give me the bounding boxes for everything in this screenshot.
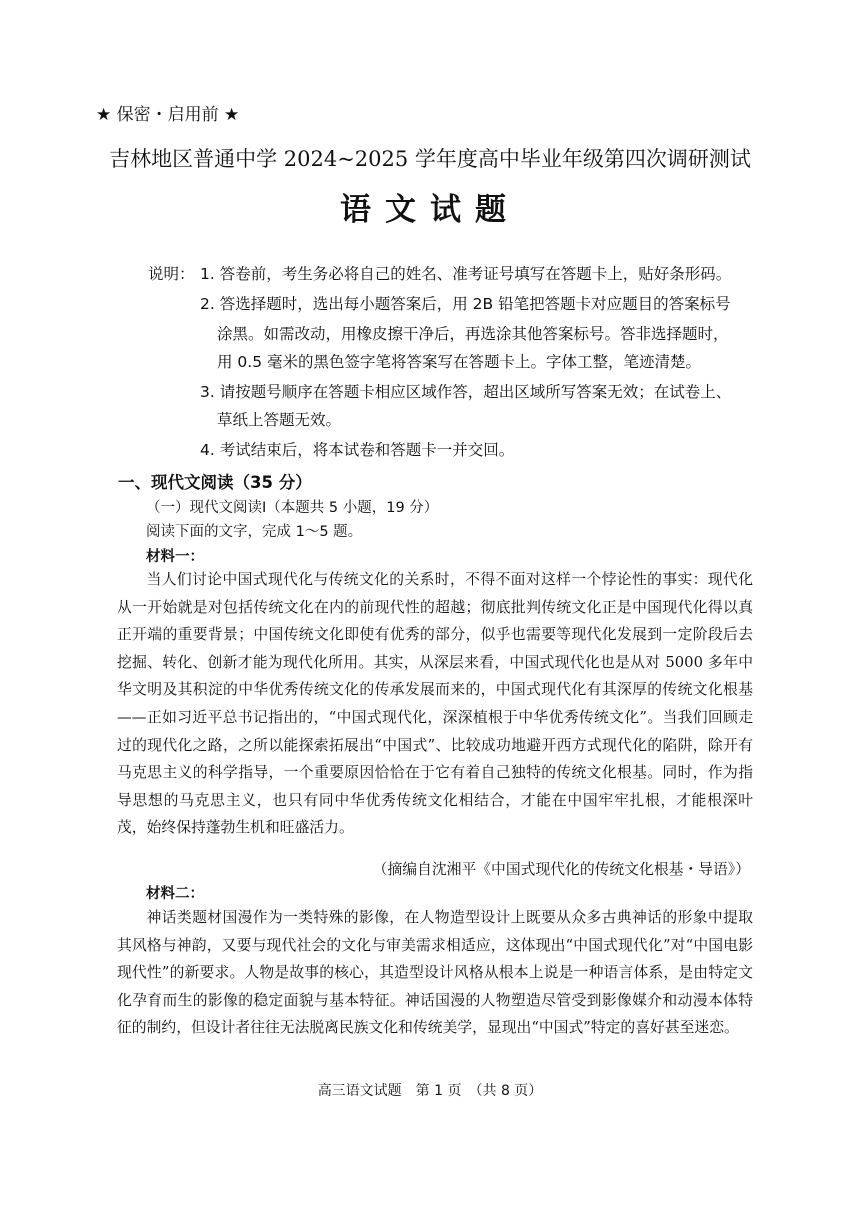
material-one-text — [117, 566, 753, 842]
instruction-item: 涂黑。如需改动，用橡皮擦干净后，再选涂其他答案标号。答非选择题时， — [217, 325, 729, 343]
material-one-label: 材料一： — [146, 549, 204, 565]
section-subheading: （一）现代文阅读Ⅰ（本题共 5 小题，19 分） — [146, 500, 439, 516]
material-one-paragraph: 当人们讨论中国式现代化与传统文化的关系时，不得不面对这样一个悖论性的事实：现代化从一开始就是对包括传统文化在内的前现代性的超越；彻底批判传统文化正是中国现代化得以真正开端的重要背景；中国传统文化即使有优秀的部分，似乎也需要等现代化发展到一定阶段后去挖掘、转化、创新才能为现代化所用。其实，从深层来看，中国式现代化也是从对 5000 多年中华文明及其积淀的中华优秀传统文化的传承发展而来的，中国式现代化有其深厚的传统文化根基——正如习近平总书记指出的，“中国式现代化，深深植根于中华优秀传统文化”。当我们回顾走过的现代化之路，之所以能探索拓展出“中国式”、比较成功地避开西方式现代化的陷阱，除开有马克思主义的科学指导，一个重要原因恰恰在于它有着自己独特的传统文化根基。同时，作为指导思想的马克思主义，也只有同中华优秀传统文化相结合，才能在中国牢牢扎根，才能根深叶茂，始终保持蓬勃生机和旺盛活力。 — [117, 571, 753, 837]
material-one-source: （摘编自沈湘平《中国式现代化的传统文化根基・导语》） — [372, 861, 750, 878]
material-two-label: 材料二： — [146, 886, 204, 902]
page-footer: 高三语文试题 第 1 页 （共 8 页） — [317, 1083, 543, 1099]
instructions-label: 说明： — [148, 265, 195, 283]
instruction-item: 2. 答选择题时，选出每小题答案后，用 2B 铅笔把答题卡对应题目的答案标号 — [200, 295, 731, 313]
instruction-item: 用 0.5 毫米的黑色签字笔将答案写在答题卡上。字体工整，笔迹清楚。 — [217, 353, 702, 371]
section-heading: 一、现代文阅读（35 分） — [118, 473, 312, 492]
material-two-paragraph: 神话类题材国漫作为一类特殊的影像，在人物造型设计上既要从众多古典神话的形象中提取其风格与神韵，又要与现代社会的文化与审美需求相适应，这体现出“中国式现代化”对“中国电影现代性”的新要求。人物是故事的核心，其造型设计风格从根本上说是一种语言体系，是由特定文化孕育而生的影像的稳定面貌与基本特征。神话国漫的人物塑造尽管受到影像媒介和动漫本体特征的制约，但设计者往往无法脱离民族文化和传统美学，显现出“中国式”特定的喜好甚至迷恋。 — [117, 909, 753, 1037]
subject-title: 语文试题 — [340, 192, 520, 228]
material-two-text — [117, 904, 753, 1042]
reading-task: 阅读下面的文字，完成 1～5 题。 — [146, 524, 363, 540]
confidential-mark: ★ 保密・启用前 ★ — [96, 105, 240, 125]
instruction-item: 1. 答卷前，考生务必将自己的姓名、准考证号填写在答题卡上，贴好条形码。 — [200, 265, 732, 283]
exam-title: 吉林地区普通中学 2024~2025 学年度高中毕业年级第四次调研测试 — [109, 147, 751, 171]
instruction-item: 4. 考试结束后，将本试卷和答题卡一并交回。 — [200, 441, 515, 459]
instruction-item: 草纸上答题无效。 — [217, 411, 342, 429]
instruction-item: 3. 请按题号顺序在答题卡相应区域作答，超出区域所写答案无效；在试卷上、 — [200, 383, 732, 401]
